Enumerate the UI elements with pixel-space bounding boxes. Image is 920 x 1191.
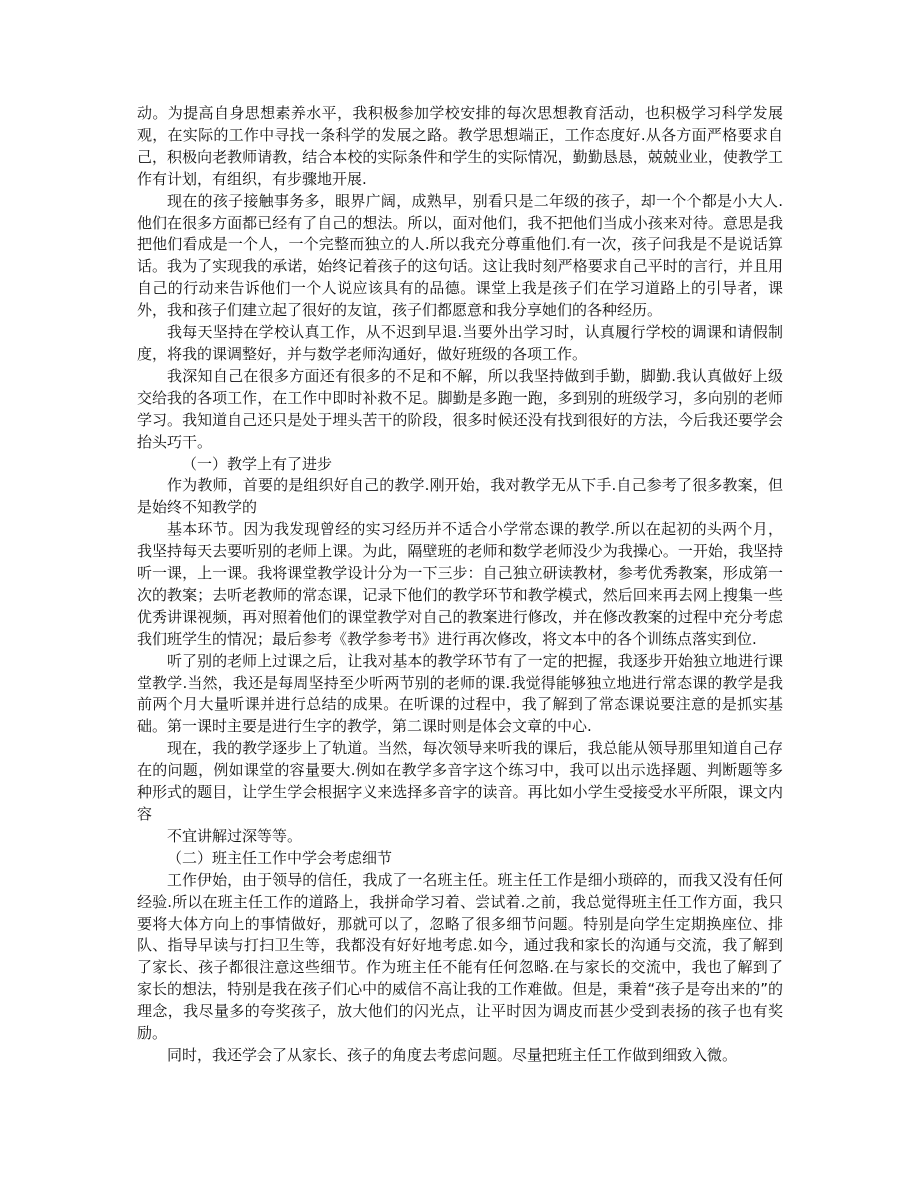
- paragraph-children: 现在的孩子接触事务多，眼界广阔，成熟早，别看只是二年级的孩子，却一个个都是小大人.他们在很多方面都已经有了自己的想法。所以，面对他们，我不把他们当成小孩来对待。意思是我把他们看成是一个人，一个完整而独立的人.所以我充分尊重他们.有一次，孩子问我是不是说话算话。我为了实现我的承诺，始终记着孩子的这句话。这让我时刻严格要求自己平时的言行，并且用自己的行动来告诉他们一个人说应该具有的品德。课堂上我是孩子们在学习道路上的引导者，课外，我和孩子们建立起了很好的友谊，孩子们都愿意和我分享她们的各种经历。: [137, 191, 783, 320]
- paragraph-class-teacher-work: 工作伊始，由于领导的信任，我成了一名班主任。班主任工作是细小琐碎的，而我又没有任何经验.所以在班主任工作的道路上，我拼命学习着、尝试着.之前，我总觉得班主任工作方面，我只要将大体方向上的事情做好，那就可以了，忽略了很多细节问题。特别是向学生定期换座位、排队、指导早读与打扫卫生等，我都没有好好地考虑.如今，通过我和家长的沟通与交流，我了解到了家长、孩子都很注意这些细节。作为班主任不能有任何忽略.在与家长的交流中，我也了解到了家长的想法，特别是我在孩子们心中的威信不高让我的工作难做。但是，秉着“孩子是夸出来的”的理念，我尽量多的夸奖孩子，放大他们的闪光点，让平时因为调皮而甚少受到表扬的孩子也有奖励。: [137, 870, 783, 1043]
- paragraph-diligence: 我深知自己在很多方面还有很多的不足和不解，所以我坚持做到手勤，脚勤.我认真做好上级交给我的各项工作，在工作中即时补救不足。脚勤是多跑一跑，多到别的班级学习，多向别的老师学习。我知道自己还只是处于埋头苦干的阶段，很多时候还没有找到很好的方法，今后我还要学会抬头巧干。: [137, 366, 783, 451]
- document-body: [137, 103, 783, 1067]
- paragraph-current-progress: 现在，我的教学逐步上了轨道。当然，每次领导来听我的课后，我总能从领导那里知道自己存在的问题，例如课堂的容量要大.例如在教学多音字这个练习中，我可以出示选择题、判断题等多种形式的题目，让学生学会根据字义来选择多音字的读音。再比如小学生受接受水平所限，课文内容: [137, 739, 783, 823]
- section-heading-class-teacher: （二）班主任工作中学会考虑细节: [167, 848, 393, 867]
- paragraph-no-deep-explain: 不宜讲解过深等等。: [167, 826, 303, 845]
- paragraph-moral-study: 动。为提高自身思想素养水平，我积极参加学校安排的每次思想教育活动，也积极学习科学发展观，在实际的工作中寻找一条科学的发展之路。教学思想端正，工作态度好.从各方面严格要求自己，积极向老教师请教，结合本校的实际条件和学生的实际情况，勤勤恳恳，兢兢业业，使教学工作有计划，有组织，有步骤地开展.: [137, 104, 783, 188]
- section-heading-teaching: （一）教学上有了进步: [182, 454, 333, 473]
- paragraph-perspective: 同时，我还学会了从家长、孩子的角度去考虑问题。尽量把班主任工作做到细致入微。: [167, 1045, 738, 1064]
- paragraph-attendance: 我每天坚持在学校认真工作，从不迟到早退.当要外出学习时，认真履行学校的调课和请假制度，将我的课调整好，并与数学老师沟通好，做好班级的各项工作。: [137, 323, 783, 363]
- paragraph-basic-steps: 基本环节。因为我发现曾经的实习经历并不适合小学常态课的教学.所以在起初的头两个月，我坚持每天去要听别的老师上课。为此，隔壁班的老师和数学老师没少为我操心。一开始，我坚持听一课，上一课。我将课堂教学设计分为一下三步：自己独立研读教材，参考优秀教案，形成第一次的教案；去听老教师的常态课，记录下他们的教学环节和教学模式，然后回来再去网上搜集一些优秀讲课视频，再对照着他们的课堂教学对自己的教案进行修改，并在修改教案的过程中充分考虑我们班学生的情况；最后参考《教学参考书》进行再次修改，将文本中的各个训练点落实到位.: [137, 520, 783, 648]
- paragraph-teaching-start: 作为教师，首要的是组织好自己的教学.刚开始，我对教学无从下手.自己参考了很多教案，但是始终不知教学的: [137, 476, 783, 517]
- paragraph-independent-teaching: 听了别的老师上过课之后，让我对基本的教学环节有了一定的把握，我逐步开始独立地进行课堂教学.当然，我还是每周坚持至少听两节别的老师的课.我觉得能够独立地进行常态课的教学是我前两个月大量听课并进行总结的成果。在听课的过程中，我了解到了常态课说要注意的是抓实基础。第一课时主要是进行生字的教学，第二课时则是体会文章的中心.: [137, 651, 783, 736]
